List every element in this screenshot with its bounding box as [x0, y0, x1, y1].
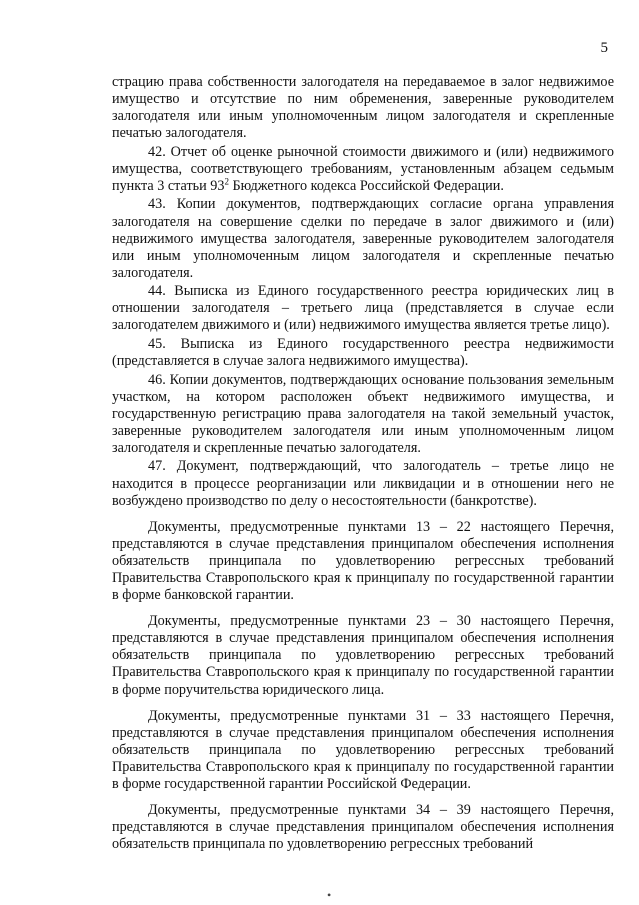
paragraph-item-46: 46. Копии документов, подтверждающих основание пользования земельным участком, на котором расположен объект недвижимого имущества, и государственную регистрацию права залогодателя на такой земельный участок, заверенные руководителем залогодателя или иным уполномоченным лицом залогодателя и скрепленные печатью залогодателя.	[112, 371, 614, 456]
paragraph-note-31-33: Документы, предусмотренные пунктами 31 – 33 настоящего Перечня, представляются в случае представления принципалом обеспечения исполнения обязательств принципала по удовлетворению регрессных требований Правительства Ставропольского края к принципалу по государственной гарантии в форме государственной гарантии Российской Федерации.	[112, 707, 614, 792]
paragraph-item-42	[112, 144, 614, 195]
paragraph-item-42-tail: Бюджетного кодекса Российской Федерации.	[228, 177, 504, 194]
paragraph-item-43: 43. Копии документов, подтверждающих согласие органа управления залогодателя на совершение сделки по передаче в залог движимого и (или) недвижимого имущества залогодателя, заверенные руководителем залогодателя или иным уполномоченным лицом залогодателя и скрепленные печатью залогодателя.	[112, 196, 614, 281]
footer-mark: •	[327, 888, 332, 902]
paragraph-continuation: страцию права собственности залогодателя на передаваемое в залог недвижимое имущество и отсутствие по ним обременения, заверенные руководителем залогодателя или иным уполномоченным лицом залогодателя и скрепленные печатью залогодателя.	[112, 74, 614, 142]
paragraph-note-23-30: Документы, предусмотренные пунктами 23 – 30 настоящего Перечня, представляются в случае представления принципалом обеспечения исполнения обязательств принципала по удовлетворению регрессных требований Правительства Ставропольского края к принципалу по государственной гарантии в форме поручительства юридического лица.	[112, 613, 614, 698]
article-superscript: 2	[224, 176, 229, 187]
paragraph-item-45: 45. Выписка из Единого государственного реестра недвижимости (представляется в случае залога недвижимого имущества).	[112, 335, 614, 370]
paragraph-note-13-22: Документы, предусмотренные пунктами 13 – 22 настоящего Перечня, представляются в случае представления принципалом обеспечения исполнения обязательств принципала по удовлетворению регрессных требований Правительства Ставропольского края к принципалу по государственной гарантии в форме банковской гарантии.	[112, 518, 614, 604]
paragraph-item-47: 47. Документ, подтверждающий, что залогодатель – третье лицо не находится в процессе реорганизации или ликвидации и в отношении него не возбуждено производство по делу о несостоятельности (банкротстве).	[112, 458, 614, 509]
page-number: 5	[600, 40, 608, 56]
paragraph-item-44: 44. Выписка из Единого государственного реестра юридических лиц в отношении залогодателя – третьего лица (представляется в случае если залогодателем движимого и (или) недвижимого имущества является третье лицо).	[112, 283, 614, 334]
paragraph-item-42-text: 42. Отчет об оценке рыночной стоимости движимого и (или) недвижимого имущества, соответствующего требованиям, установленным абзацем седьмым пункта 3 статьи 93	[112, 143, 614, 194]
paragraph-note-34-39: Документы, предусмотренные пунктами 34 – 39 настоящего Перечня, представляются в случае представления принципалом обеспечения исполнения обязательств принципала по удовлетворению регрессных требований	[112, 802, 614, 853]
document-body	[112, 74, 614, 853]
